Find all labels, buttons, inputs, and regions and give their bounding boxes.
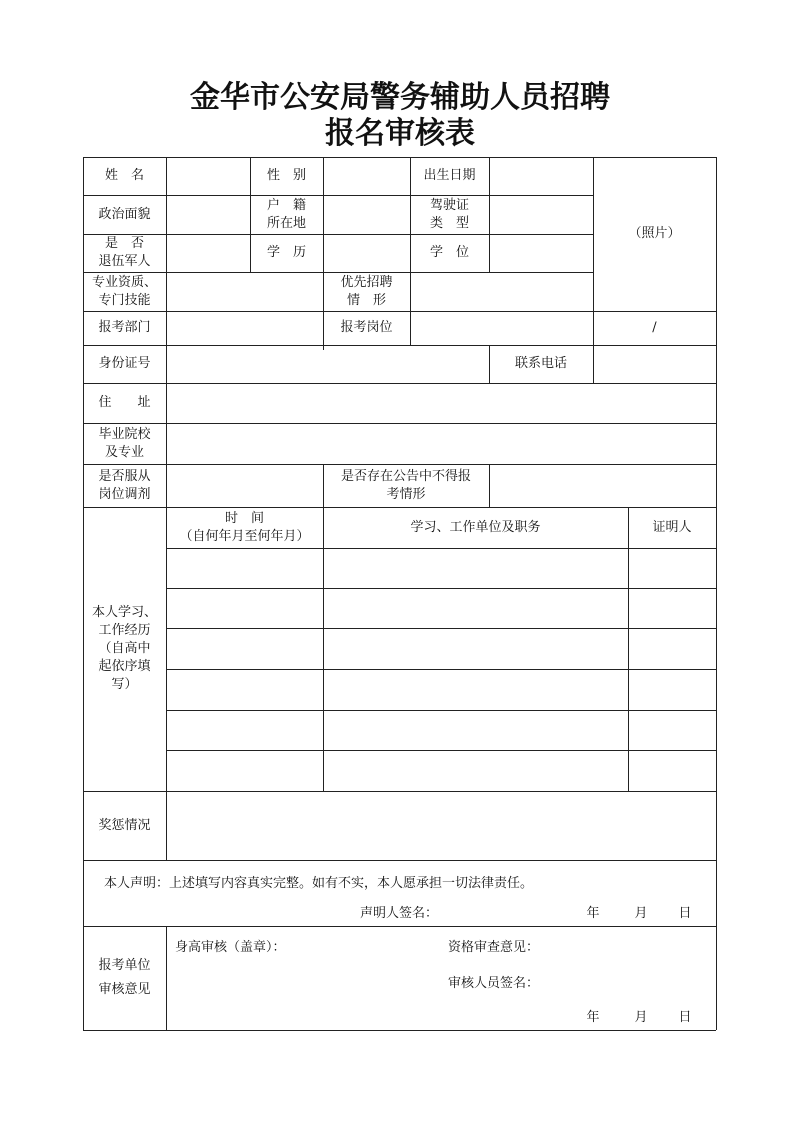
birth-date-input[interactable] — [489, 157, 593, 195]
name-input[interactable] — [166, 157, 250, 195]
label-qualification: 专业资质、 专门技能 — [91, 274, 157, 308]
photo-box[interactable]: （照片） — [628, 226, 681, 241]
grid-line — [83, 860, 716, 861]
grid-line — [166, 926, 167, 1030]
label-priority: 优先招聘 情 形 — [340, 274, 393, 308]
form-subtitle: 报名审核表 — [325, 116, 475, 151]
label-hukou: 户 籍 所在地 — [266, 197, 306, 231]
grid-line — [83, 926, 716, 927]
department-input[interactable] — [166, 311, 323, 345]
review-day: 日 — [678, 1010, 692, 1025]
declaration-year: 年 — [586, 906, 600, 921]
label-address: 住 址 — [98, 395, 151, 410]
review-month: 月 — [634, 1010, 648, 1025]
label-position: 报考岗位 — [340, 320, 393, 335]
history-witness-header: 证明人 — [652, 519, 692, 535]
review-height-stamp[interactable]: 身高审核（盖章）： — [175, 940, 286, 955]
address-input[interactable] — [166, 383, 716, 423]
history-row-6[interactable] — [166, 750, 716, 791]
adjust-input[interactable] — [166, 464, 323, 507]
label-birth-date: 出生日期 — [423, 168, 476, 183]
education-input[interactable] — [323, 234, 410, 272]
grid-line — [716, 157, 717, 1030]
history-row-4[interactable] — [166, 669, 716, 710]
review-reviewer-signature[interactable]: 审核人员签名： — [448, 976, 540, 991]
position-input[interactable] — [410, 311, 593, 345]
id-number-input[interactable] — [166, 345, 489, 383]
review-year: 年 — [586, 1010, 600, 1025]
label-license: 驾驶证 类 型 — [429, 197, 469, 231]
label-gender: 性 别 — [266, 168, 306, 183]
gender-input[interactable] — [323, 157, 410, 195]
declaration-text: 本人声明：上述填写内容真实完整。如有不实，本人愿承担一切法律责任。 — [104, 876, 534, 891]
label-education: 学 历 — [266, 245, 306, 260]
label-id-number: 身份证号 — [98, 356, 151, 371]
history-time-header: 时 间 （自何年月至何年月） — [179, 510, 310, 544]
history-row-3[interactable] — [166, 628, 716, 669]
history-row-5[interactable] — [166, 710, 716, 750]
priority-input[interactable] — [410, 272, 593, 311]
awards-input[interactable] — [166, 791, 716, 860]
label-name: 姓 名 — [104, 168, 144, 183]
restriction-input[interactable] — [489, 464, 716, 507]
label-department: 报考部门 — [98, 320, 151, 335]
history-row-2[interactable] — [166, 588, 716, 628]
label-politics: 政治面貌 — [98, 206, 151, 222]
label-phone: 联系电话 — [514, 356, 567, 371]
hukou-input[interactable] — [323, 195, 410, 234]
form-title: 金华市公安局警务辅助人员招聘 — [190, 80, 610, 115]
label-veteran: 是 否 退伍军人 — [98, 236, 151, 269]
school-input[interactable] — [166, 423, 716, 464]
declaration-signature[interactable]: 声明人签名： — [360, 906, 439, 921]
degree-input[interactable] — [489, 234, 593, 272]
declaration-month: 月 — [634, 906, 648, 921]
label-review: 报考单位 审核意见 — [98, 958, 151, 997]
politics-input[interactable] — [166, 195, 250, 234]
phone-input[interactable] — [593, 345, 716, 383]
label-restriction: 是否存在公告中不得报 考情形 — [340, 468, 471, 502]
slash-cell: / — [652, 320, 657, 335]
label-history: 本人学习、 工作经历 （自高中 起依序填 写） — [91, 605, 157, 692]
grid-line — [83, 1030, 716, 1031]
label-adjust: 是否服从 岗位调剂 — [98, 468, 151, 502]
qualification-input[interactable] — [166, 272, 323, 311]
label-degree: 学 位 — [429, 245, 469, 260]
veteran-input[interactable] — [166, 234, 250, 272]
label-awards: 奖惩情况 — [98, 817, 151, 833]
license-input[interactable] — [489, 195, 593, 234]
history-unit-header: 学习、工作单位及职务 — [410, 519, 541, 535]
label-school: 毕业院校 及专业 — [98, 426, 151, 460]
declaration-day: 日 — [678, 906, 692, 921]
history-row-1[interactable] — [166, 548, 716, 588]
review-qualification[interactable]: 资格审查意见： — [448, 940, 540, 955]
